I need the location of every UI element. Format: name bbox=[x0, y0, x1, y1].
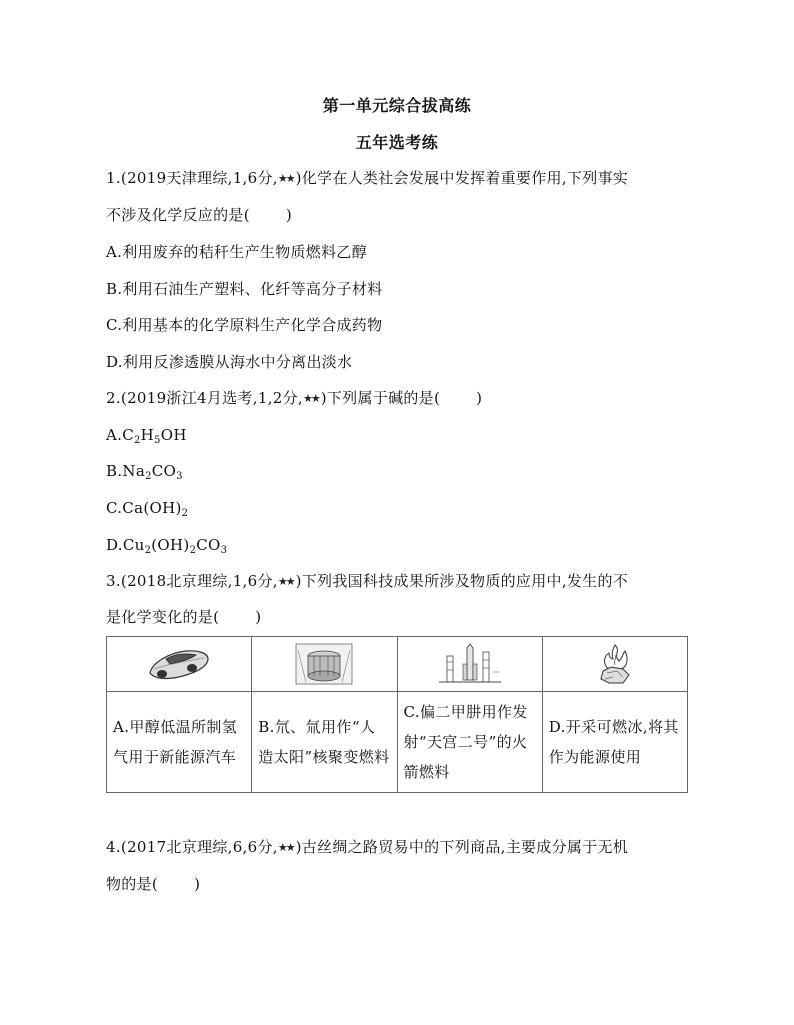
page-title: 第一单元综合拔高练 bbox=[322, 96, 472, 115]
q1-stem-text: )化学在人类社会发展中发挥着重要作用,下列事实 bbox=[295, 169, 629, 187]
q3-source: 3.(2018北京理综,1,6分, bbox=[106, 572, 278, 590]
q3-image-cell-b bbox=[252, 637, 397, 692]
q1-option-b: B.利用石油生产塑料、化纤等高分子材料 bbox=[106, 280, 383, 298]
q3-image-row bbox=[107, 637, 688, 692]
difficulty-star-icon: ★★ bbox=[277, 172, 294, 185]
q2-option-c: $C.Ca(OH)_2$ bbox=[106, 499, 189, 519]
q1-option-c: C.利用基本的化学原料生产化学合成药物 bbox=[106, 316, 383, 334]
q1-option-a: A.利用废弃的秸秆生产生物质燃料乙醇 bbox=[106, 243, 368, 261]
q3-options-table bbox=[106, 636, 688, 793]
q3-stem-line-2: 是化学变化的是( ) bbox=[106, 608, 262, 626]
q1-stem-line-2: 不涉及化学反应的是( ) bbox=[106, 206, 293, 224]
q3-stem-line-1: 3.(2018北京理综,1,6分,★★ )下列我国科技成果所涉及物质的应用中,发生的不 bbox=[106, 572, 629, 590]
q2-option-a: $A.C_2H_5OH$ bbox=[106, 426, 187, 446]
q4-stem-line-1: 4.(2017北京理综,6,6分,★★ )古丝绸之路贸易中的下列商品,主要成分属于无机 bbox=[106, 838, 629, 856]
q3-text-row bbox=[107, 692, 688, 793]
difficulty-star-icon: ★★ bbox=[277, 575, 294, 588]
fusion-reactor-icon bbox=[294, 642, 354, 686]
difficulty-star-icon: ★★ bbox=[302, 392, 319, 405]
section-subtitle: 五年选考练 bbox=[355, 133, 439, 152]
q2-option-d: $D.Cu_2(OH)_2CO_3$ bbox=[106, 536, 228, 556]
q3-option-b: B.氘、氚用作“人造太阳”核聚变燃料 bbox=[252, 692, 397, 793]
hydrogen-car-icon bbox=[146, 643, 212, 685]
q1-source: 1.(2019天津理综,1,6分, bbox=[106, 169, 278, 187]
q4-source: 4.(2017北京理综,6,6分, bbox=[106, 838, 278, 856]
q1-stem-line-1 bbox=[106, 168, 628, 189]
q2-option-b: $B.Na_2CO_3$ bbox=[106, 462, 183, 482]
burning-ice-icon bbox=[593, 641, 637, 687]
q2-stem-line: 2.(2019浙江4月选考,1,2分,★★ )下列属于碱的是( ) bbox=[106, 389, 483, 407]
q3-option-c: C.偏二甲肼用作发射“天宫二号”的火箭燃料 bbox=[397, 692, 542, 793]
q3-option-a: A.甲醇低温所制氢气用于新能源汽车 bbox=[107, 692, 252, 793]
difficulty-star-icon: ★★ bbox=[277, 841, 294, 854]
rocket-launch-icon bbox=[437, 642, 503, 686]
q2-source: 2.(2019浙江4月选考,1,2分, bbox=[106, 389, 303, 407]
q3-image-cell-c bbox=[397, 637, 542, 692]
q4-stem-line-2: 物的是( ) bbox=[106, 875, 201, 893]
q1-option-d: D.利用反渗透膜从海水中分离出淡水 bbox=[106, 353, 353, 371]
q3-image-cell-a bbox=[107, 637, 252, 692]
q3-image-cell-d bbox=[542, 637, 687, 692]
q3-option-d: D.开采可燃冰,将其作为能源使用 bbox=[542, 692, 687, 793]
